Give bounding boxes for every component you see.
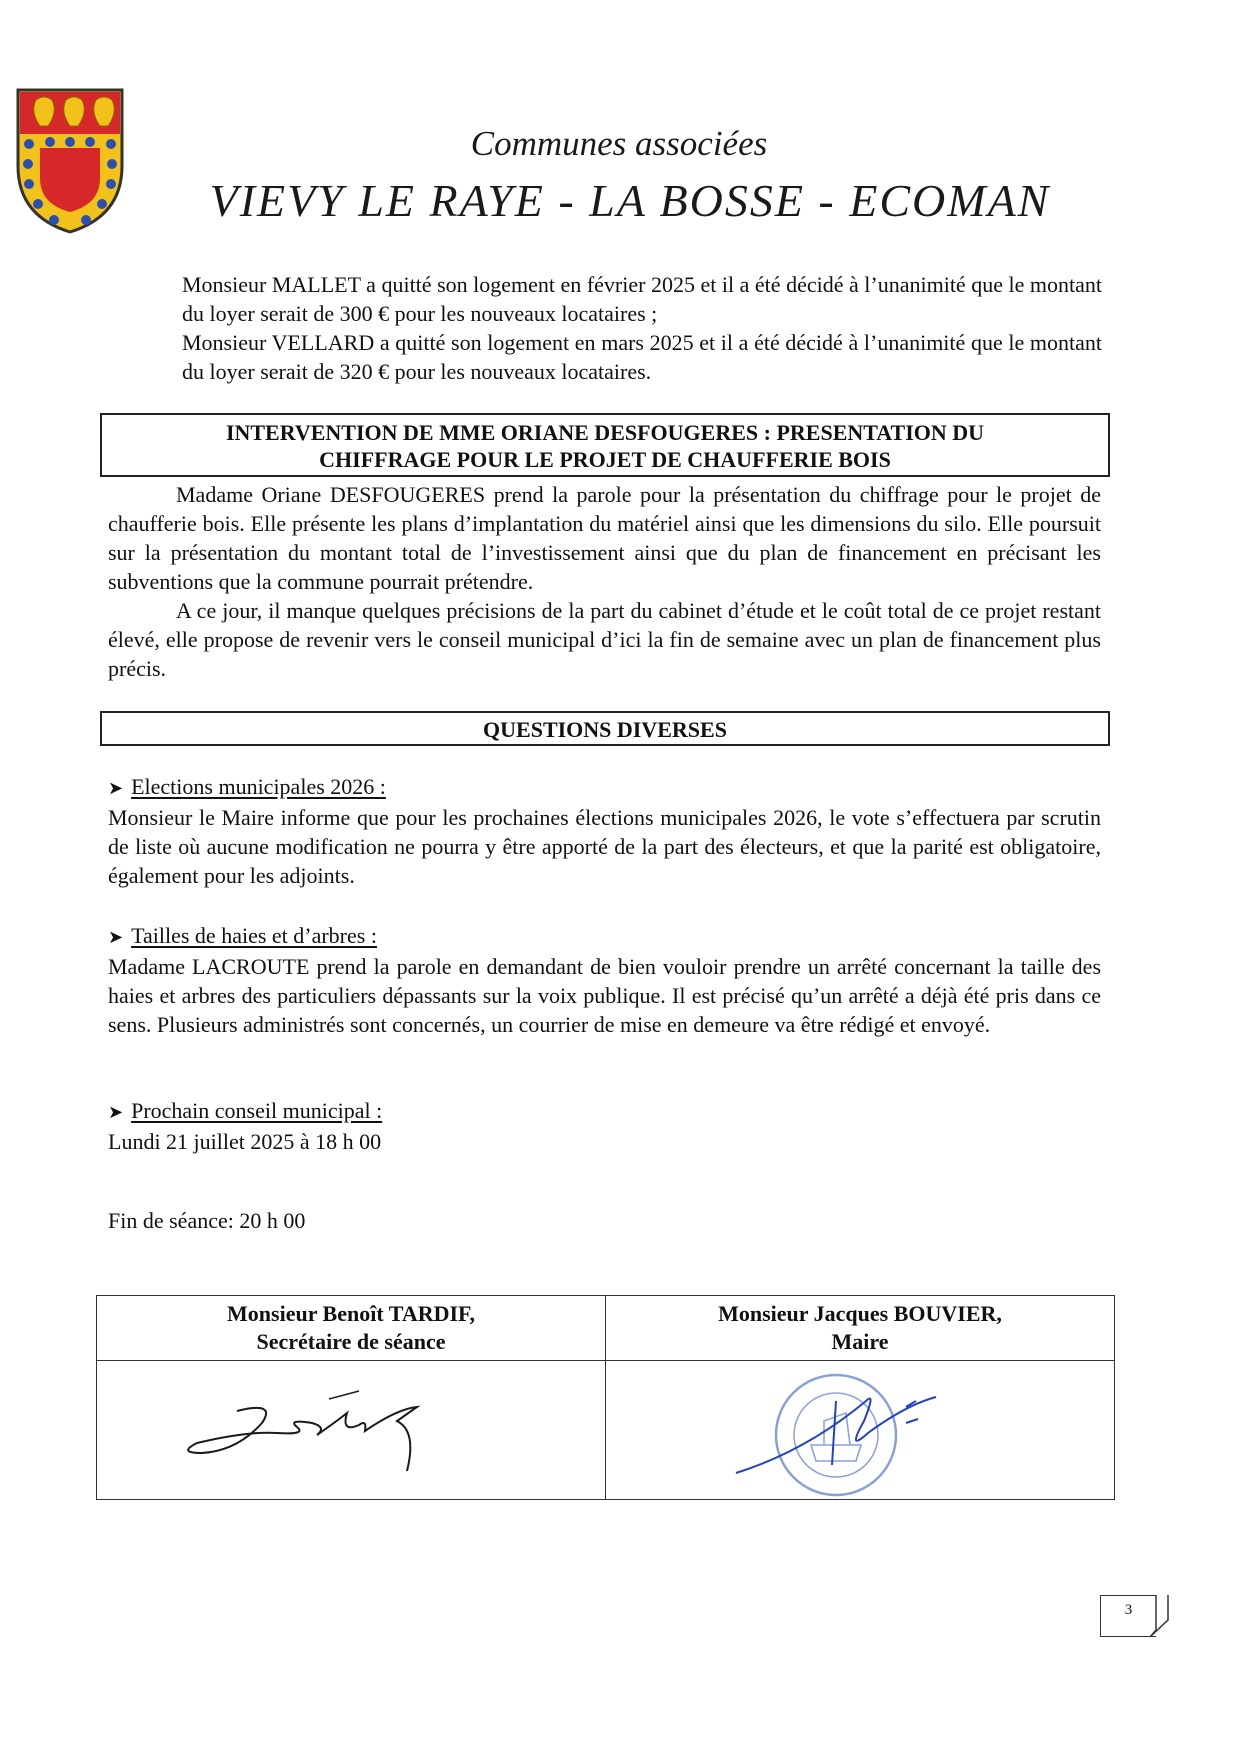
page-fold-icon [1148, 1590, 1174, 1640]
header-subtitle: Communes associées [470, 124, 768, 163]
arrowhead-bullet-icon: ➤ [108, 778, 124, 798]
item-elections [108, 772, 1101, 890]
signature-table [96, 1295, 1115, 1500]
page-number: 3 [1100, 1595, 1156, 1637]
heading-line: INTERVENTION DE MME ORIANE DESFOUGERES : PRESENTATION DU [225, 420, 985, 445]
intervention-text [108, 480, 1101, 683]
paragraph: Madame Oriane DESFOUGERES prend la parole pour la présentation du chiffrage pour le projet de chaufferie bois. Elle présente les plans d’implantation du matériel ainsi que les dimensions du silo. Elle poursuit sur la présentation du montant total de l’investissement ainsi que du plan de financement en précisant les subventions que la commune pourrait prétendre. [108, 482, 1101, 594]
mairie-seal-icon [606, 1361, 1114, 1499]
section-heading-intervention [100, 413, 1110, 477]
arrowhead-bullet-icon: ➤ [108, 1102, 124, 1122]
mayor-name-block [606, 1296, 1114, 1360]
item-text: Madame LACROUTE prend la parole en demandant de bien vouloir prendre un arrêté concernant la taille des haies et arbres des particuliers dépassants sur la voix publique. Il est précisé qu’un arrêté a déjà été pris dans ce sens. Plusieurs administrés sont concernés, un courrier de mise en demeure va être rédigé et envoyé. [108, 954, 1101, 1037]
header-title: VIEVY LE RAYE - LA BOSSE - ECOMAN [209, 175, 1051, 226]
secretary-name-block [97, 1296, 605, 1360]
coat-of-arms-icon [14, 86, 126, 236]
mayor-role: Maire [831, 1329, 889, 1354]
secretary-role: Secrétaire de séance [256, 1329, 446, 1354]
heading-line: CHIFFRAGE POUR LE PROJET DE CHAUFFERIE BOIS [319, 447, 891, 472]
secretary-signature-icon [97, 1361, 605, 1499]
item-title [108, 921, 1101, 952]
item-prochain-conseil [108, 1096, 1101, 1156]
signature-area-right [606, 1361, 1115, 1500]
mayor-name: Monsieur Jacques BOUVIER, [718, 1301, 1002, 1326]
item-title-text: Tailles de haies et d’arbres : [131, 923, 377, 948]
item-title [108, 772, 1101, 803]
item-title-text: Elections municipales 2026 : [131, 774, 386, 799]
intro-block [182, 270, 1102, 386]
item-haies [108, 921, 1101, 1039]
intro-line: Monsieur VELLARD a quitté son logement en mars 2025 et il a été décidé à l’unanimité que le montant du loyer serait de 320 € pour les nouveaux locataires. [182, 330, 1102, 384]
item-text: Monsieur le Maire informe que pour les prochaines élections municipales 2026, le vote s’effectuera par scrutin de liste où aucune modification ne pourra y être apporté de la part des électeurs, et que la parité est obligatoire, également pour les adjoints. [108, 805, 1101, 888]
item-title [108, 1096, 1101, 1127]
signature-cell-right [606, 1296, 1115, 1361]
signature-cell-left [97, 1296, 606, 1361]
end-of-session: Fin de séance: 20 h 00 [108, 1208, 306, 1233]
paragraph: A ce jour, il manque quelques précisions de la part du cabinet d’étude et le coût total de ce projet restant élevé, elle propose de revenir vers le conseil municipal d’ici la fin de semaine avec un plan de financement plus précis. [108, 598, 1101, 681]
secretary-name: Monsieur Benoît TARDIF, [227, 1301, 475, 1326]
item-title-text: Prochain conseil municipal : [131, 1098, 383, 1123]
section-heading-questions: QUESTIONS DIVERSES [100, 711, 1110, 746]
intro-line: Monsieur MALLET a quitté son logement en février 2025 et il a été décidé à l’unanimité que le montant du loyer serait de 300 € pour les nouveaux locataires ; [182, 272, 1102, 326]
arrowhead-bullet-icon: ➤ [108, 927, 124, 947]
item-text: Lundi 21 juillet 2025 à 18 h 00 [108, 1129, 382, 1154]
signature-area-left [97, 1361, 606, 1500]
